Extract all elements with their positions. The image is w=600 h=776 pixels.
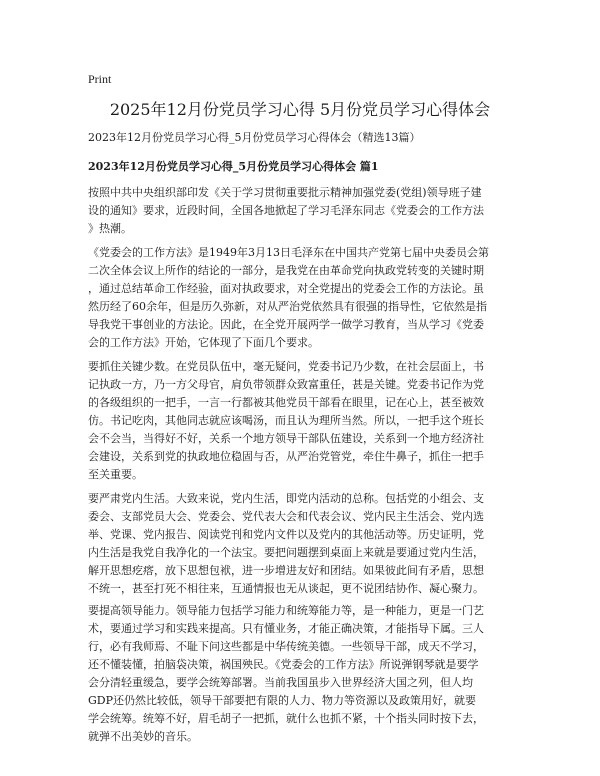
paragraph-line: 《党委会的工作方法》是1949年3月13日毛泽东在中国共产党第七届中央委员会第 — [88, 246, 489, 259]
paragraph-line: 不统一，甚至打死不相往来，互通情报也无从谈起，更不说团结协作、凝心聚力。 — [88, 582, 484, 595]
paragraph-line: 会建设，关系到党的执政地位稳固与否，从严治党管党，牵住牛鼻子，抓住一把手 — [88, 450, 484, 463]
paragraph-line: 还不懂装懂，拍脑袋决策，祸国殃民。《党委会的工作方法》所说弹钢琴就是要学 — [88, 658, 479, 671]
paragraph-line: 设的通知》要求，近段时间，全国各地掀起了学习毛泽东同志《党委会的工作方法 — [88, 204, 484, 217]
paragraph-line: 解开思想疙瘩，放下思想包袱，进一步增进友好和团结。如果彼此间有矛盾，思想 — [88, 564, 484, 577]
paragraph-line: GDP还仍然比较低，领导干部要把有限的人力、物力等资源以及政策用好，就要 — [88, 694, 477, 707]
paragraph-line: 至关重要。 — [88, 468, 143, 481]
paragraph-line: 委会、支部党员大会、党委会、党代表大会和代表会议、党内民主生活会、党内选 — [88, 510, 484, 523]
paragraph-line: 就弹不出美妙的音乐。 — [88, 730, 198, 743]
section-heading: 2023年12月份党员学习心得_5月份党员学习心得体会 篇1 — [88, 160, 379, 173]
paragraph-line: 要抓住关键少数。在党员队伍中，毫无疑问，党委书记乃少数，在社会层面上，书 — [88, 360, 484, 373]
paragraph-line: 要提高领导能力。领导能力包括学习能力和统筹能力等，是一种能力，更是一门艺 — [88, 604, 484, 617]
paragraph-3 — [88, 358, 518, 484]
paragraph-line: 的各级组织的一把手，一言一行都被其他党员干部看在眼里，记在心上，甚至被效 — [88, 396, 484, 409]
paragraph-1 — [88, 184, 518, 238]
paragraph-2 — [88, 244, 518, 352]
paragraph-line: 学会统筹。统筹不好，眉毛胡子一把抓，就什么也抓不紧，十个指头同时按下去， — [88, 712, 484, 725]
paragraph-line: 会分清轻重缓急，要学会统筹部署。当前我国虽步入世界经济大国之列，但人均 — [88, 676, 473, 689]
paragraph-5 — [88, 602, 518, 746]
paragraph-4 — [88, 490, 518, 598]
paragraph-line: 按照中共中央组织部印发《关于学习贯彻重要批示精神加强党委(党组)领导班子建 — [88, 186, 482, 199]
paragraph-line: 记执政一方，乃一方父母官，肩负带领群众致富重任，甚是关键。党委书记作为党 — [88, 378, 484, 391]
paragraph-line: 要严肃党内生活。大致来说，党内生活，即党内活动的总称。包括党的小组会、支 — [88, 492, 484, 505]
page-title: 2025年12月份党员学习心得 5月份党员学习心得体会 — [109, 100, 491, 119]
paragraph-line: 内生活是我党自我净化的一个法宝。要把问题摆到桌面上来就是要通过党内生活， — [88, 546, 484, 559]
paragraph-line: ，通过总结革命工作经验，面对执政要求，对全党提出的党委会工作的方法论。虽 — [88, 282, 484, 295]
paragraph-line: 术，要通过学习和实践来提高。只有懂业务，才能正确决策，才能指导下属。三人 — [88, 622, 484, 635]
paragraph-line: 会的工作方法》开始，它体现了下面几个要求。 — [88, 336, 319, 349]
document-subtitle: 2023年12月份党员学习心得_5月份党员学习心得体会（精选13篇） — [88, 131, 421, 144]
paragraph-line: 然历经了60余年，但是历久弥新，对从严治党依然具有很强的指导性，它依然是指 — [88, 300, 487, 313]
paragraph-line: 》热潮。 — [88, 222, 132, 235]
paragraph-line: 举、党课、党内报告、阅读党刊和党内文件以及党内的其他活动等。历史证明，党 — [88, 528, 484, 541]
paragraph-line: 二次全体会议上所作的结论的一部分，是我党在由革命党向执政党转变的关键时期 — [88, 264, 484, 277]
paragraph-line: 会不会当，当得好不好，关系一个地方领导干部队伍建设，关系到一个地方经济社 — [88, 432, 484, 445]
paragraph-line: 仿。书记吃肉，其他同志就应该喝汤，而且认为理所当然。所以，一把手这个班长 — [88, 414, 484, 427]
paragraph-line: 行，必有我师焉、不耻下问这些都是中华传统美德。一些领导干部，成天不学习， — [88, 640, 484, 653]
print-link[interactable]: Print — [88, 72, 112, 86]
paragraph-line: 导我党干事创业的方法论。因此，在全党开展两学一做学习教育，当从学习《党委 — [88, 318, 484, 331]
